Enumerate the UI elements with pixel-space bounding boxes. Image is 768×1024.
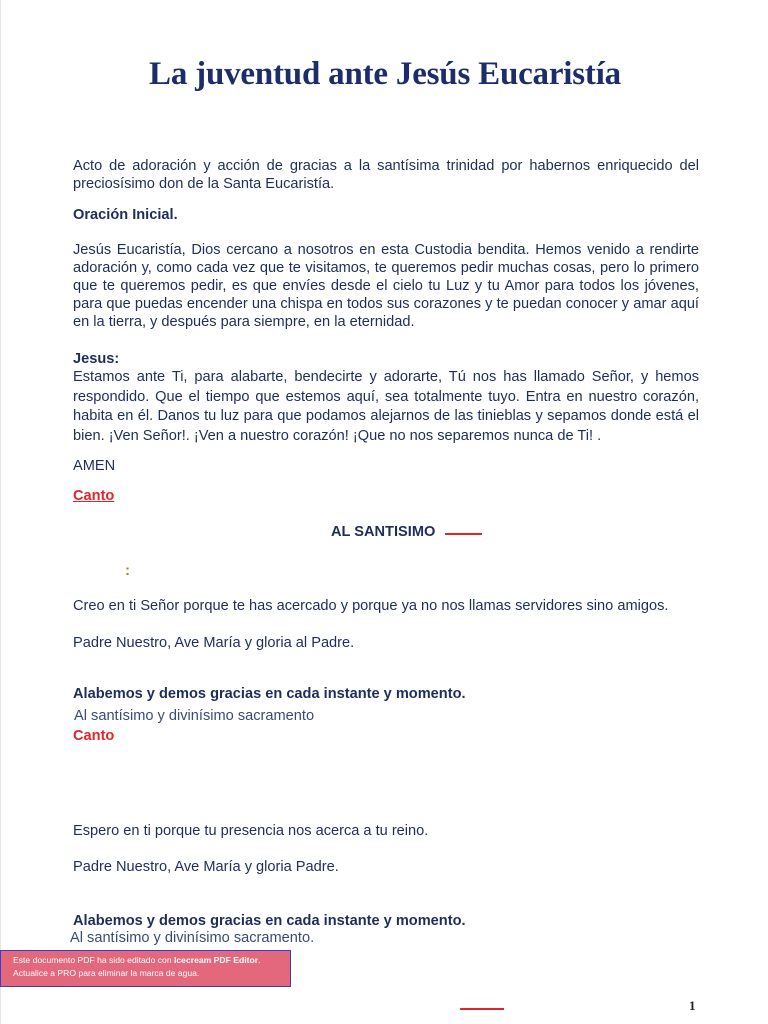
watermark-banner[interactable] [0, 950, 291, 987]
canto-heading-1: Canto [73, 488, 115, 504]
padre-nuestro-line-1: Padre Nuestro, Ave María y gloria al Padre. [73, 635, 355, 651]
jesus-heading: Jesus: [73, 351, 120, 367]
intro-paragraph: Acto de adoración y acción de gracias a la santísima trinidad por habernos enriquecido del preciosísimo don de la Santa Eucaristía. [73, 158, 699, 192]
alabemos-line-2: Alabemos y demos gracias en cada instante y momento. [73, 913, 466, 929]
watermark-line-2: Actualice a PRO para eliminar la marca de agua. [13, 968, 200, 978]
page-number: 1 [689, 998, 696, 1013]
creo-line: Creo en ti Señor porque te has acercado y porque ya no nos llamas servidores sino amigos. [73, 598, 669, 614]
santisimo-line-2: Al santísimo y divinísimo sacramento. [70, 930, 315, 946]
santisimo-line-1: Al santísimo y divinísimo sacramento [74, 708, 315, 724]
document-title: La juventud ante Jesús Eucaristía [149, 56, 621, 92]
watermark-prefix: Este documento PDF ha sido editado con [13, 955, 174, 965]
amen-text: AMEN [73, 458, 116, 474]
watermark-suffix: . [258, 955, 261, 965]
alabemos-line-1: Alabemos y demos gracias en cada instante y momento. [73, 686, 466, 702]
colon-mark: : [125, 562, 130, 579]
al-santisimo-heading: AL SANTISIMO [331, 524, 436, 540]
watermark-brand: Icecream PDF Editor [174, 955, 259, 965]
oracion-paragraph: Jesús Eucaristía, Dios cercano a nosotros en esta Custodia bendita. Hemos venido a rendirte adoración y, como cada vez que te visitamos, te queremos pedir muchas cosas, pero lo primero que te queremos pedir, es que envíes desde el cielo tu Luz y tu Amor para todos los jóvenes, para que puedas encender una chispa en todos sus corazones y te puedan conocer y amar aquí en la tierra, y después para siempre, en la eternidad. [73, 242, 699, 330]
red-rule-2 [460, 1008, 504, 1010]
padre-nuestro-line-2: Padre Nuestro, Ave María y gloria Padre. [73, 859, 339, 875]
canto-heading-2: Canto [73, 728, 115, 744]
espero-line: Espero en ti porque tu presencia nos acerca a tu reino. [73, 823, 429, 839]
watermark-line-1 [13, 954, 290, 967]
oracion-heading: Oración Inicial. [73, 207, 178, 223]
jesus-paragraph: Estamos ante Ti, para alabarte, bendecirte y adorarte, Tú nos has llamado Señor, y hemos respondido. Que el tiempo que estemos aquí, sea totalmente tuyo. Entra en nuestro corazón, habita en él. Danos tu luz para que podamos alejarnos de las tinieblas y sepamos donde está el bien. ¡Ven Señor!. ¡Ven a nuestro corazón! ¡Que no nos separemos nunca de Ti! . [73, 369, 699, 444]
red-rule-1 [445, 533, 482, 535]
